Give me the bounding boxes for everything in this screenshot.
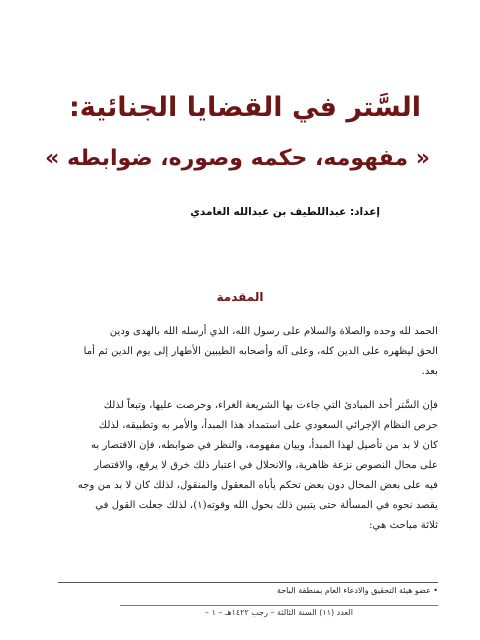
footer-divider <box>120 605 438 606</box>
paragraph-line: ثلاثة مباحث هي: <box>369 520 438 531</box>
section-heading: المقدمة <box>216 290 264 304</box>
paragraph-line: بعد. <box>421 366 438 377</box>
paragraph-line: حرص النظام الإجرائي السعودي على استمداد هذا المبدأ، والأمر به وتطبيقه، لذلك <box>98 420 438 431</box>
author-line: إعداد: عبداللطيف بن عبدالله الغامدي <box>190 206 380 218</box>
paragraph-line: فإن السَّتر أحد المبادئ التي جاءت بها الشريعة الغراء، وحرصت عليها، وتبعاً لذلك <box>103 400 438 411</box>
title-line-2: « مفهومه، حكمه وصوره، ضوابطه » <box>45 146 430 171</box>
paragraph-line: يقصد نحوه في المسألة حتى يتبين ذلك بحول الله وقوته(١)، لذلك جعلت القول في <box>95 500 438 511</box>
paragraph-2 <box>58 396 438 536</box>
paragraph-line: الحمد لله وحده والصلاة والسلام على رسول الله، الذي أرسله الله بالهدى ودين <box>109 326 438 337</box>
footnote: • عضو هيئة التحقيق والادعاء العام بمنطقة الباحة <box>276 586 438 595</box>
title-line-1: السَّتر في القضايا الجنائية: <box>68 92 422 123</box>
paragraph-line: كان لا بد من تأصيل لهذا المبدأ، وبيان مفهومه، والنظر في ضوابطه، فإن الاقتصار به <box>90 440 438 451</box>
page-footer: العدد (١١) السنة الثالثة – رجب ١٤٢٢هـ – ١ – <box>205 608 353 617</box>
paragraph-1 <box>58 322 438 382</box>
footnote-divider <box>58 582 438 583</box>
paragraph-line: على محال النصوص نزعة ظاهرية، والانحلال في اعتبار ذلك خرق لا يرقع، والاقتصار <box>94 460 438 471</box>
paragraph-line: فيه على بعض المحال دون بعض تحكم يأباه المعقول والمنقول، لذلك كان لا بد من وجه <box>77 480 438 491</box>
paragraph-line: الحق ليظهره على الدين كله، وعلى آله وأصحابه الطيبين الأطهار إلى يوم الدين ثم أما <box>83 346 438 357</box>
